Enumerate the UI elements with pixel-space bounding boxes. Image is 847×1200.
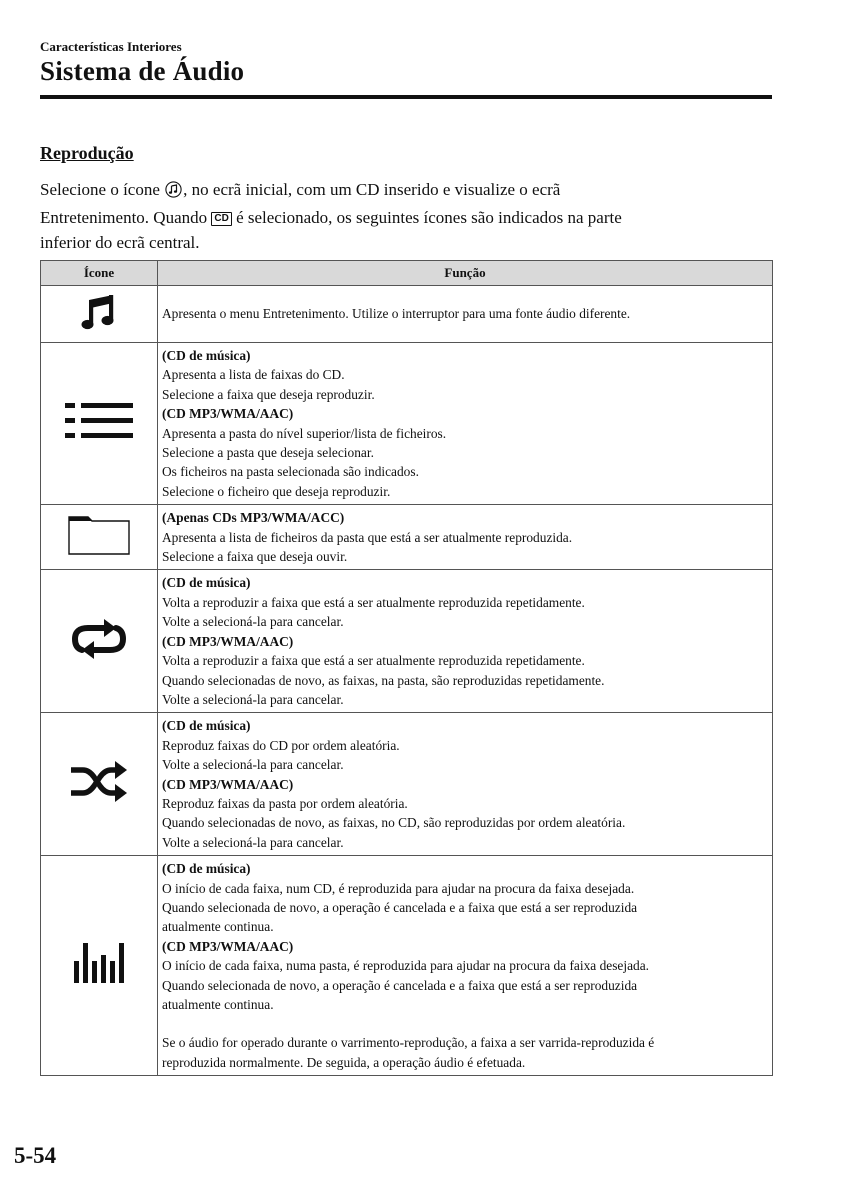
header-icon: Ícone xyxy=(41,261,158,286)
function-cell xyxy=(158,570,773,713)
function-text-line: Apresenta o menu Entretenimento. Utilize o interruptor para uma fonte áudio diferente. xyxy=(162,306,631,322)
title-rule xyxy=(40,95,772,99)
icon-cell xyxy=(41,856,158,1076)
function-text-line: Reproduz faixas da pasta por ordem aleatória. xyxy=(162,795,408,811)
function-text-line: atualmente continua. xyxy=(162,919,274,935)
media-type-heading: (CD MP3/WMA/AAC) xyxy=(162,633,294,649)
table-header-row xyxy=(41,261,773,286)
function-text-line: Volte a selecioná-la para cancelar. xyxy=(162,691,344,707)
table-row xyxy=(41,505,773,570)
icon-cell xyxy=(41,713,158,856)
repeat-icon xyxy=(68,617,130,661)
music-note-inline-icon xyxy=(165,180,182,205)
music-note-icon xyxy=(77,289,121,333)
function-text-line: Se o áudio for operado durante o varrimento-reprodução, a faixa a ser varrida-reproduzida é xyxy=(162,1035,655,1051)
icon-cell xyxy=(41,570,158,713)
function-cell xyxy=(158,713,773,856)
function-text-line: Selecione o ficheiro que deseja reproduzir. xyxy=(162,483,391,499)
function-table xyxy=(40,260,773,1076)
media-type-heading: (Apenas CDs MP3/WMA/ACC) xyxy=(162,510,345,526)
media-type-heading: (CD MP3/WMA/AAC) xyxy=(162,776,294,792)
function-text-line: Selecione a faixa que deseja ouvir. xyxy=(162,549,348,565)
media-type-heading: (CD de música) xyxy=(162,861,251,877)
media-type-heading: (CD MP3/WMA/AAC) xyxy=(162,406,294,422)
intro-text: inferior do ecrã central. xyxy=(40,233,200,252)
function-text-line: Volte a selecioná-la para cancelar. xyxy=(162,834,344,850)
function-text-line: Apresenta a pasta do nível superior/lista de ficheiros. xyxy=(162,425,447,441)
function-text-line: Volte a selecioná-la para cancelar. xyxy=(162,614,344,630)
subheading: Reprodução xyxy=(40,143,134,163)
function-text-line: Volta a reproduzir a faixa que está a ser atualmente reproduzida repetidamente. xyxy=(162,594,585,610)
function-cell xyxy=(158,856,773,1076)
function-text-line: Volta a reproduzir a faixa que está a ser atualmente reproduzida repetidamente. xyxy=(162,653,585,669)
function-cell xyxy=(158,505,773,570)
folder-icon xyxy=(66,513,132,557)
icon-cell xyxy=(41,286,158,343)
list-icon xyxy=(63,399,135,443)
intro-text: Entretenimento. Quando xyxy=(40,208,208,227)
function-text-line: reproduzida normalmente. De seguida, a operação áudio é efetuada. xyxy=(162,1054,526,1070)
table-row xyxy=(41,570,773,713)
paragraph-gap xyxy=(162,1014,768,1033)
media-type-heading: (CD MP3/WMA/AAC) xyxy=(162,938,294,954)
function-text-line: O início de cada faixa, numa pasta, é reproduzida para ajudar na procura da faixa desejada. xyxy=(162,958,650,974)
function-text-line: Reproduz faixas do CD por ordem aleatória. xyxy=(162,737,400,753)
function-cell xyxy=(158,286,773,343)
function-text-line: O início de cada faixa, num CD, é reproduzida para ajudar na procura da faixa desejada. xyxy=(162,880,635,896)
table-row xyxy=(41,856,773,1076)
function-text-line: Apresenta a lista de ficheiros da pasta que está a ser atualmente reproduzida. xyxy=(162,529,573,545)
intro-text: é selecionado, os seguintes ícones são indicados na parte xyxy=(236,208,622,227)
media-type-heading: (CD de música) xyxy=(162,575,251,591)
function-text-line: Volte a selecioná-la para cancelar. xyxy=(162,757,344,773)
function-text-line: Os ficheiros na pasta selecionada são indicados. xyxy=(162,464,419,480)
function-text-line: Quando selecionadas de novo, as faixas, no CD, são reproduzidas por ordem aleatória. xyxy=(162,815,626,831)
icon-cell xyxy=(41,505,158,570)
table-row xyxy=(41,343,773,505)
section-label: Características Interiores xyxy=(40,39,182,54)
table-row xyxy=(41,713,773,856)
function-text-line: Selecione a pasta que deseja selecionar. xyxy=(162,445,374,461)
function-text-line: atualmente continua. xyxy=(162,997,274,1012)
header-function: Função xyxy=(158,261,773,286)
media-type-heading: (CD de música) xyxy=(162,348,251,363)
media-type-heading: (CD de música) xyxy=(162,718,251,734)
shuffle-icon xyxy=(67,760,131,804)
function-text-line: Apresenta a lista de faixas do CD. xyxy=(162,367,345,383)
function-text-line: Selecione a faixa que deseja reproduzir. xyxy=(162,386,375,402)
page-number: 5-54 xyxy=(14,1143,57,1168)
scan-icon xyxy=(71,941,127,985)
cd-badge: CD xyxy=(211,212,231,226)
function-text-line: Quando selecionadas de novo, as faixas, na pasta, são reproduzidas repetidamente. xyxy=(162,672,605,688)
function-cell xyxy=(158,343,773,505)
intro-text: , no ecrã inicial, com um CD inserido e visualize o ecrã xyxy=(183,180,561,199)
intro-text: Selecione o ícone xyxy=(40,180,160,199)
table-row xyxy=(41,286,773,343)
function-text-line: Quando selecionada de novo, a operação é cancelada e a faixa que está a ser reproduzida xyxy=(162,977,638,993)
page-title: Sistema de Áudio xyxy=(40,56,245,86)
intro-paragraph xyxy=(40,177,770,255)
function-text-line: Quando selecionada de novo, a operação é cancelada e a faixa que está a ser reproduzida xyxy=(162,899,638,915)
icon-cell xyxy=(41,343,158,505)
